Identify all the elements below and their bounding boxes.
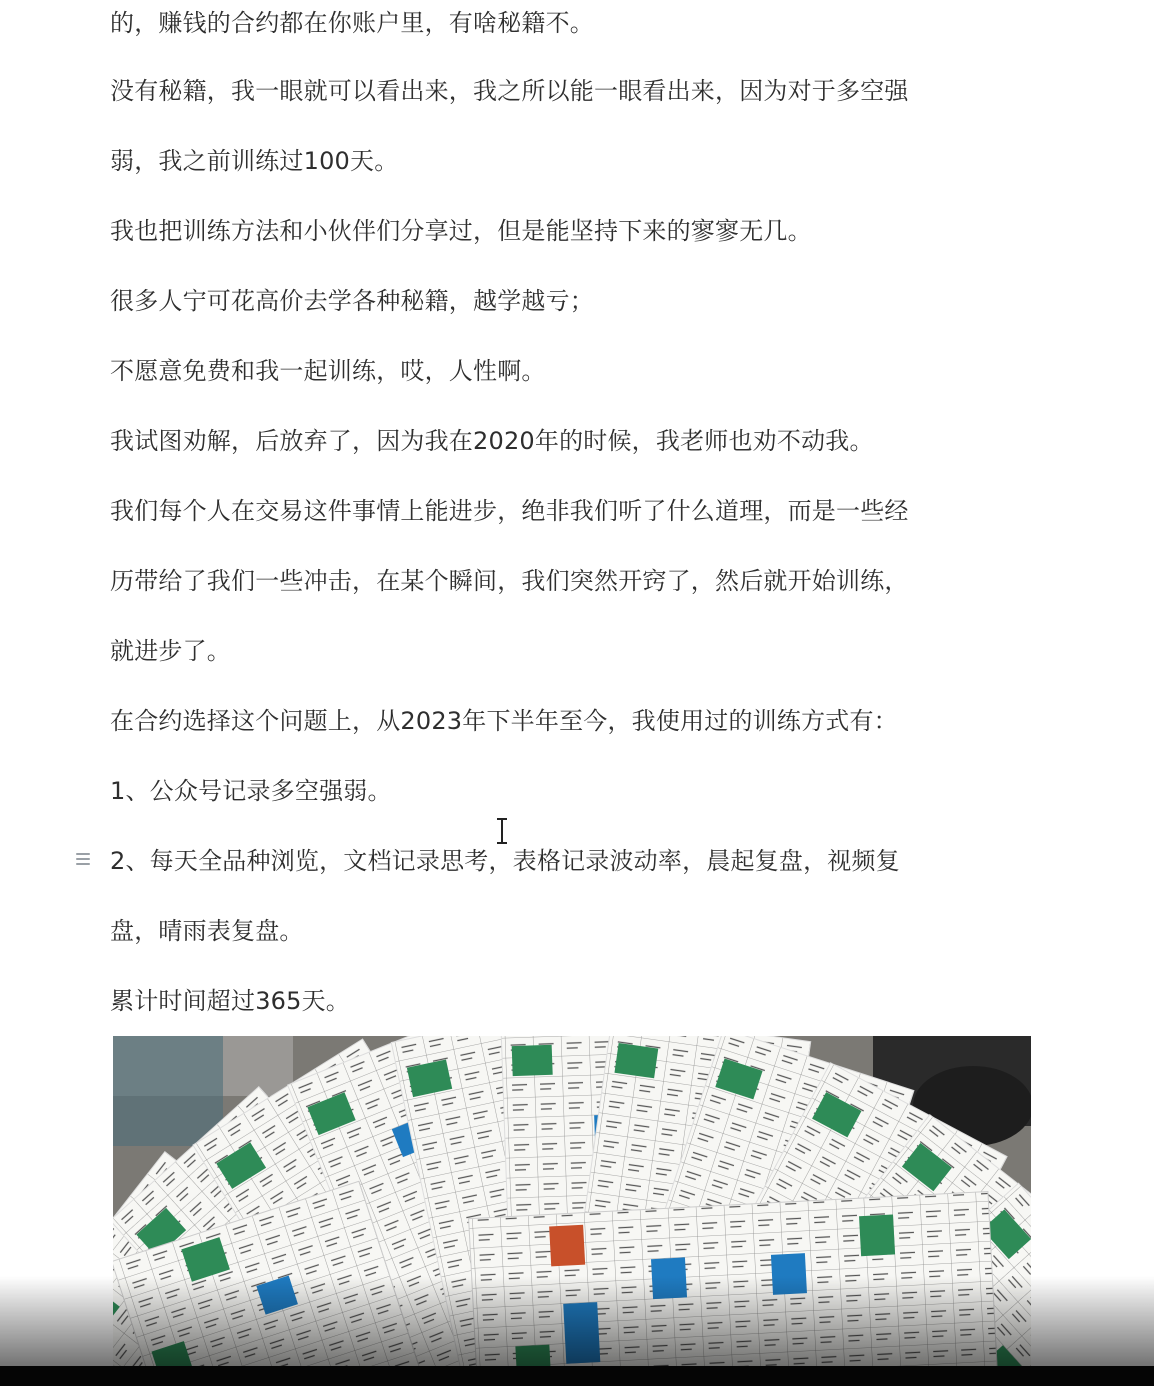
paragraph: 我们每个人在交易这件事情上能进步，绝非我们听了什么道理，而是一些经 [110,497,909,525]
list-item: 1、公众号记录多空强弱。 [110,777,392,805]
bottom-bar [0,1366,1154,1386]
paragraph: 没有秘籍，我一眼就可以看出来，我之所以能一眼看出来，因为对于多空强 [110,77,909,105]
paragraph: 我试图劝解，后放弃了，因为我在2020年的时候，我老师也劝不动我。 [110,427,874,455]
paragraph: 很多人宁可花高价去学各种秘籍，越学越亏； [110,287,594,315]
paragraph: 在合约选择这个问题上，从2023年下半年至今，我使用过的训练方式有： [110,707,898,735]
paragraph: 累计时间超过365天。 [110,987,351,1015]
training-sheets-photo [113,1036,1031,1366]
paragraph: 就进步了。 [110,637,231,665]
paragraph: 不愿意免费和我一起训练，哎，人性啊。 [110,357,546,385]
list-item[interactable]: 2、每天全品种浏览，文档记录思考，表格记录波动率，晨起复盘，视频复 [110,847,900,875]
drag-handle-icon[interactable] [76,848,92,870]
paragraph: 历带给了我们一些冲击，在某个瞬间，我们突然开窍了，然后就开始训练， [110,567,909,595]
text-cursor-icon [496,818,508,844]
list-item-continuation: 盘，晴雨表复盘。 [110,917,304,945]
paragraph: 我也把训练方法和小伙伴们分享过，但是能坚持下来的寥寥无几。 [110,217,812,245]
paragraph: 的，赚钱的合约都在你账户里，有啥秘籍不。 [110,9,594,37]
paragraph: 弱，我之前训练过100天。 [110,147,399,175]
